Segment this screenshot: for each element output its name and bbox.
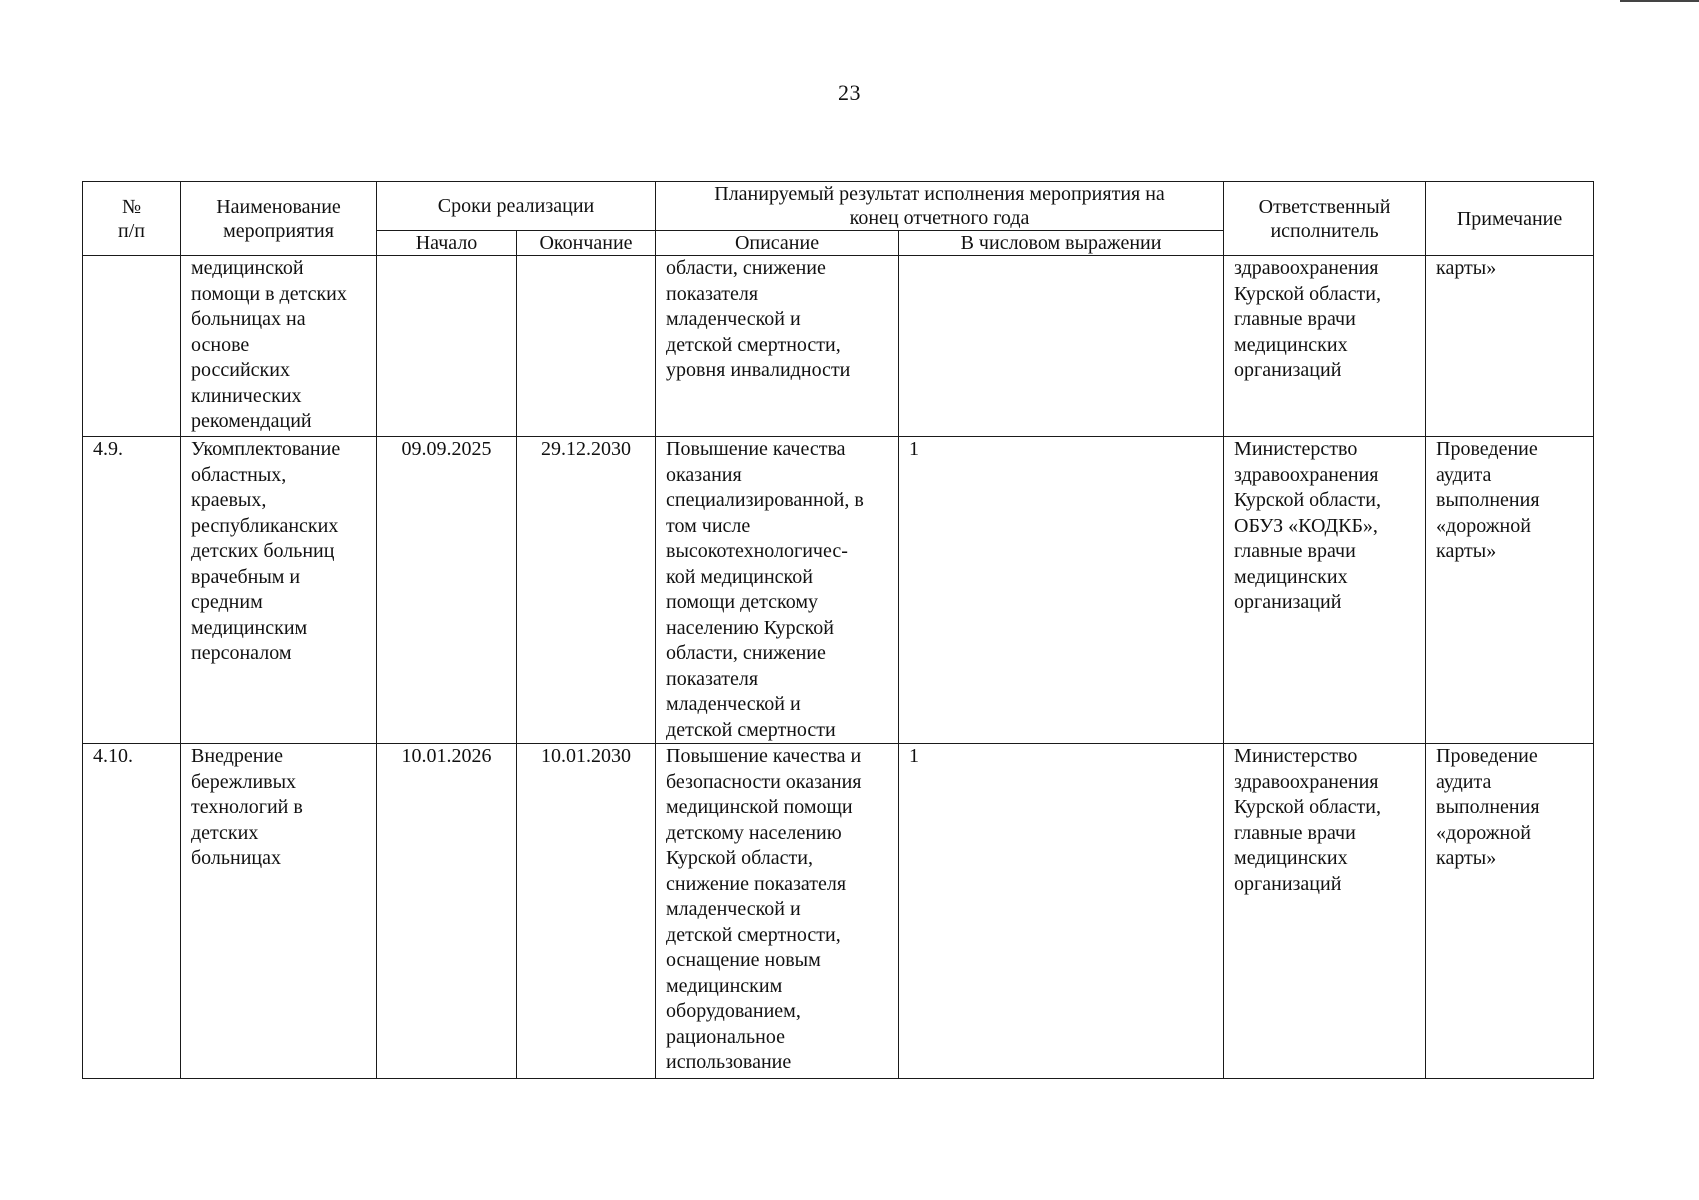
cell-num: 4.10. (83, 744, 181, 1079)
cell-end: 10.01.2030 (517, 744, 656, 1079)
cell-description: области, снижение показателя младенческой и детской смертности, уровня инвалидности (656, 256, 899, 437)
header-end: Окончание (517, 231, 656, 256)
cell-start: 10.01.2026 (377, 744, 517, 1079)
table-row (83, 744, 1594, 1079)
header-description: Описание (656, 231, 899, 256)
cell-responsible: Министерство здравоохранения Курской области, главные врачи медицинских организаций (1224, 744, 1426, 1079)
header-terms: Сроки реализации (377, 182, 656, 231)
header-num: № п/п (83, 182, 181, 256)
cell-description: Повышение качества оказания специализированной, в том числе высокотехнологичес- кой медицинской помощи детскому населению Курской области, снижение показателя младенческой и детской смертности (656, 437, 899, 744)
header-planned: Планируемый результат исполнения мероприятия на конец отчетного года (656, 182, 1224, 231)
table-row (83, 256, 1594, 437)
cell-numeric: 1 (899, 437, 1224, 744)
cell-note: карты» (1426, 256, 1594, 437)
cell-num (83, 256, 181, 437)
header-note: Примечание (1426, 182, 1594, 256)
cell-end: 29.12.2030 (517, 437, 656, 744)
header-numeric: В числовом выражении (899, 231, 1224, 256)
cell-end (517, 256, 656, 437)
cell-responsible: Министерство здравоохранения Курской области, ОБУЗ «КОДКБ», главные врачи медицинских организаций (1224, 437, 1426, 744)
table-row (83, 437, 1594, 744)
cell-note: Проведение аудита выполнения «дорожной карты» (1426, 437, 1594, 744)
cell-start (377, 256, 517, 437)
header-responsible: Ответственный исполнитель (1224, 182, 1426, 256)
header-start: Начало (377, 231, 517, 256)
page-number: 23 (838, 80, 861, 105)
cell-responsible: здравоохранения Курской области, главные врачи медицинских организаций (1224, 256, 1426, 437)
cell-name: Внедрение бережливых технологий в детских больницах (181, 744, 377, 1079)
cell-name: медицинской помощи в детских больницах на основе российских клинических рекомендаций (181, 256, 377, 437)
measures-table (82, 181, 1594, 1079)
header-name: Наименование мероприятия (181, 182, 377, 256)
cell-num: 4.9. (83, 437, 181, 744)
cell-note: Проведение аудита выполнения «дорожной карты» (1426, 744, 1594, 1079)
cell-description: Повышение качества и безопасности оказания медицинской помощи детскому населению Курской области, снижение показателя младенческой и детской смертности, оснащение новым медицинским оборудованием, рациональное использование (656, 744, 899, 1079)
header-row-main (83, 182, 1594, 231)
cell-start: 09.09.2025 (377, 437, 517, 744)
cell-numeric (899, 256, 1224, 437)
cell-numeric: 1 (899, 744, 1224, 1079)
cell-name: Укомплектование областных, краевых, республиканских детских больниц врачебным и средним медицинским персоналом (181, 437, 377, 744)
scan-artifact-top-right (1620, 0, 1699, 2)
